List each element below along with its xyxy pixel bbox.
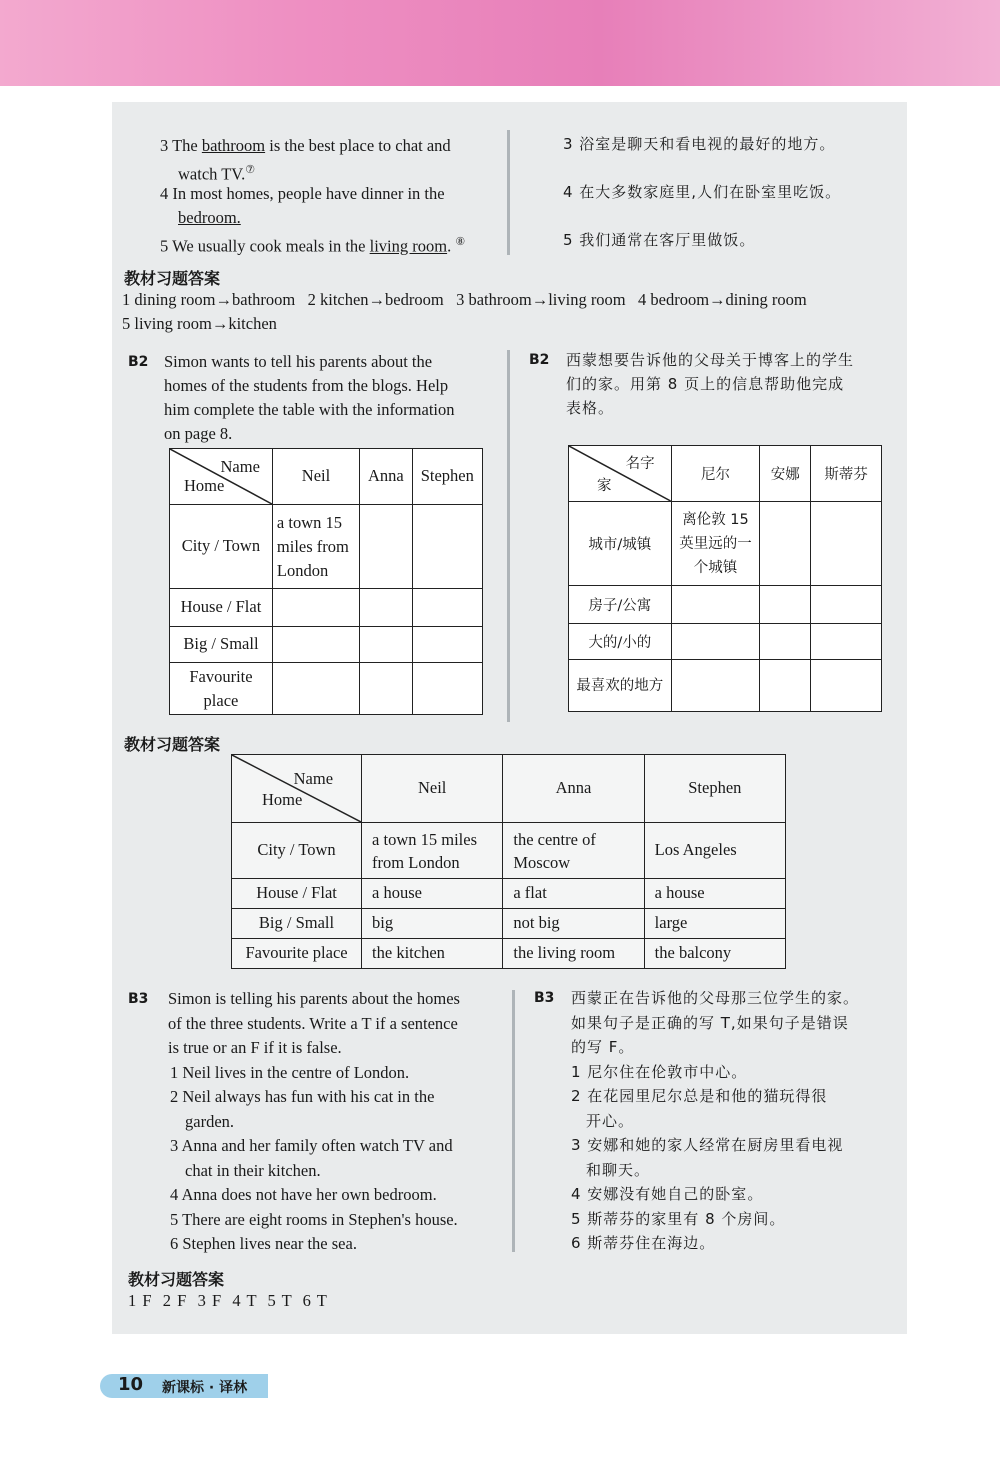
- sentence-text: bedroom.: [178, 208, 241, 227]
- sentence-text: We usually cook meals in the: [172, 236, 370, 256]
- sentence-4-cont: [178, 206, 241, 231]
- statement-3: 3 Anna and her family often watch TV and: [170, 1136, 453, 1155]
- table-cell[interactable]: [760, 502, 811, 586]
- row-header: City / Town: [232, 823, 362, 879]
- sentence-zh: 4 在大多数家庭里,人们在卧室里吃饭。: [563, 183, 842, 201]
- column-header: Neil: [272, 449, 359, 505]
- statement-6: 6 Stephen lives near the sea.: [170, 1234, 357, 1253]
- row-header: House / Flat: [170, 589, 273, 627]
- statement-3-zh-cont: 和聊天。: [586, 1160, 651, 1179]
- table-cell: large: [644, 909, 785, 939]
- series-name: 新课标 · 译林: [162, 1380, 248, 1396]
- sentence-number: 3: [160, 136, 169, 155]
- statement-1: 1 Neil lives in the centre of London.: [170, 1062, 410, 1082]
- table-cell: not big: [503, 909, 644, 939]
- table-cell[interactable]: [671, 586, 760, 624]
- answer-item: 4 bedroom→dining room: [638, 290, 807, 309]
- sentence-text: In most homes, people have dinner in the: [172, 184, 445, 203]
- instruction-line: of the three students. Write a T if a sentence: [168, 1013, 458, 1033]
- corner-bottom-label: Home: [262, 789, 303, 809]
- statement-2-cont: garden.: [185, 1111, 235, 1131]
- table-corner-cell: [170, 449, 273, 505]
- sentence-zh: 3 浴室是聊天和看电视的最好的地方。: [563, 135, 836, 153]
- answers-header: 教材习题答案: [124, 269, 221, 288]
- table-cell[interactable]: [811, 502, 882, 586]
- underlined-word: living room: [369, 236, 448, 256]
- table-cell[interactable]: [811, 624, 882, 660]
- sentence-number: 4: [160, 184, 169, 203]
- column-divider: [507, 350, 510, 722]
- statement-1-zh: 1 尼尔住在伦敦市中心。: [571, 1062, 748, 1081]
- statement-2: 2 Neil always has fun with his cat in the: [170, 1087, 435, 1106]
- column-header: 尼尔: [671, 446, 760, 502]
- table-cell[interactable]: [360, 627, 412, 663]
- table-cell[interactable]: [360, 663, 412, 715]
- row-header: Big / Small: [232, 909, 362, 939]
- instruction-line: is true or an F if it is false.: [168, 1038, 342, 1057]
- answer-item: 5 living room→kitchen: [122, 314, 277, 333]
- table-cell[interactable]: [360, 589, 412, 627]
- top-decorative-band: [0, 0, 1000, 86]
- statement-5: 5 There are eight rooms in Stephen's house.: [170, 1209, 458, 1229]
- corner-bottom-label: Home: [184, 475, 225, 495]
- table-corner-cell: [569, 446, 672, 502]
- sentence-4: [160, 182, 445, 207]
- instruction-line-zh: 的写 F。: [571, 1038, 635, 1056]
- table-cell[interactable]: [272, 589, 359, 627]
- statement-6-zh: 6 斯蒂芬住在海边。: [571, 1234, 716, 1252]
- table-cell: a town 15 miles from London: [362, 823, 503, 879]
- table-cell: a flat: [503, 879, 644, 909]
- statement-4: 4 Anna does not have her own bedroom.: [170, 1185, 437, 1204]
- column-header: Neil: [362, 755, 503, 823]
- table-cell[interactable]: [671, 624, 760, 660]
- corner-bottom-label: 家: [597, 478, 612, 494]
- exercise-label-b3-zh: B3: [534, 990, 555, 1006]
- table-cell[interactable]: [760, 586, 811, 624]
- row-header: 最喜欢的地方: [569, 660, 672, 712]
- column-header: Anna: [360, 449, 412, 505]
- sentence-number: 5: [160, 236, 169, 256]
- table-cell: 离伦敦 15 英里远的一个城镇: [671, 502, 760, 586]
- table-cell[interactable]: [412, 505, 482, 589]
- underlined-word: bathroom: [201, 136, 266, 155]
- row-header: Favourite place: [232, 939, 362, 969]
- table-cell: a town 15 miles from London: [272, 505, 359, 589]
- column-header: 安娜: [760, 446, 811, 502]
- column-header: Stephen: [412, 449, 482, 505]
- table-cell[interactable]: [811, 660, 882, 712]
- table-cell: the centre of Moscow: [503, 823, 644, 879]
- answers-header: 教材习题答案: [124, 735, 221, 754]
- table-cell[interactable]: [272, 627, 359, 663]
- row-header: House / Flat: [232, 879, 362, 909]
- diagonal-line: [569, 446, 671, 501]
- table-cell: big: [362, 909, 503, 939]
- instruction-line-zh: 如果句子是正确的写 T,如果句子是错误: [571, 1013, 849, 1032]
- instruction-line: Simon is telling his parents about the homes: [168, 989, 460, 1008]
- table-cell[interactable]: [360, 505, 412, 589]
- row-header: Big / Small: [170, 627, 273, 663]
- table-corner-cell: [232, 755, 362, 823]
- table-cell: a house: [362, 879, 503, 909]
- row-header: 大的/小的: [569, 624, 672, 660]
- statement-3-cont: chat in their kitchen.: [185, 1160, 321, 1180]
- sentence-text: is the best place to chat and: [265, 136, 451, 155]
- table-cell: the kitchen: [362, 939, 503, 969]
- instruction-line-zh: 西蒙正在告诉他的父母那三位学生的家。: [571, 989, 860, 1007]
- column-header: Stephen: [644, 755, 785, 823]
- sentence-3: [160, 134, 451, 159]
- statement-2-zh-cont: 开心。: [586, 1111, 635, 1130]
- statement-4-zh: 4 安娜没有她自己的卧室。: [571, 1185, 764, 1203]
- column-divider: [512, 990, 515, 1252]
- instruction-line: him complete the table with the information: [164, 400, 455, 419]
- sentence-text: watch TV.: [178, 164, 246, 184]
- exercise-label-b3: B3: [128, 991, 149, 1007]
- table-cell[interactable]: [412, 663, 482, 715]
- sentence-text: The: [172, 136, 202, 155]
- instruction-line: homes of the students from the blogs. Help: [164, 376, 449, 395]
- row-header: City / Town: [170, 505, 273, 589]
- instruction-line: on page 8.: [164, 424, 233, 443]
- table-cell[interactable]: [272, 663, 359, 715]
- instruction-line-zh: 西蒙想要告诉他的父母关于博客上的学生: [566, 351, 855, 369]
- answer-item: 2 kitchen→bedroom: [307, 290, 444, 309]
- table-cell[interactable]: [760, 624, 811, 660]
- instruction-line-zh: 表格。: [566, 399, 615, 417]
- column-divider: [507, 130, 510, 255]
- answer-item: 3 bathroom→living room: [456, 290, 626, 309]
- row-header: Favourite place: [170, 663, 273, 715]
- answers-header: 教材习题答案: [128, 1270, 225, 1289]
- b2-table-zh: [568, 445, 882, 712]
- row-header: 城市/城镇: [569, 502, 672, 586]
- statement-3-zh: 3 安娜和她的家人经常在厨房里看电视: [571, 1136, 844, 1154]
- table-cell[interactable]: [811, 586, 882, 624]
- answers-b3: 1 F 2 F 3 F 4 T 5 T 6 T: [128, 1291, 328, 1310]
- reference-mark: ⑦: [245, 164, 256, 176]
- table-cell[interactable]: [412, 627, 482, 663]
- corner-top-label: Name: [293, 769, 334, 788]
- table-cell[interactable]: [412, 589, 482, 627]
- b2-table: [169, 448, 483, 715]
- table-cell: the living room: [503, 939, 644, 969]
- table-cell: a house: [644, 879, 785, 909]
- table-cell: the balcony: [644, 939, 785, 969]
- answer-table: [231, 754, 786, 969]
- table-cell[interactable]: [671, 660, 760, 712]
- instruction-line-zh: 们的家。用第 8 页上的信息帮助他完成: [566, 375, 845, 393]
- corner-top-label: Name: [220, 457, 260, 476]
- column-header: Anna: [503, 755, 644, 823]
- statement-2-zh: 2 在花园里尼尔总是和他的猫玩得很: [571, 1087, 828, 1105]
- row-header: 房子/公寓: [569, 586, 672, 624]
- page-number: 10: [118, 1374, 144, 1395]
- sentence-text: .: [447, 236, 452, 256]
- sentence-zh: 5 我们通常在客厅里做饭。: [563, 231, 756, 249]
- corner-top-label: 名字: [625, 456, 655, 472]
- exercise-label-b2: B2: [128, 354, 149, 370]
- exercise-label-b2-zh: B2: [529, 352, 550, 368]
- instruction-line: Simon wants to tell his parents about the: [164, 352, 433, 371]
- table-cell[interactable]: [760, 660, 811, 712]
- table-cell: Los Angeles: [644, 823, 785, 879]
- reference-mark: ⑧: [455, 236, 466, 248]
- answer-item: 1 dining room→bathroom: [122, 290, 296, 309]
- statement-5-zh: 5 斯蒂芬的家里有 8 个房间。: [571, 1209, 786, 1228]
- answers-b1-line2: [122, 314, 277, 334]
- column-header: 斯蒂芬: [811, 446, 882, 502]
- sentence-5: [160, 230, 465, 259]
- answers-b1-line1: [122, 290, 807, 310]
